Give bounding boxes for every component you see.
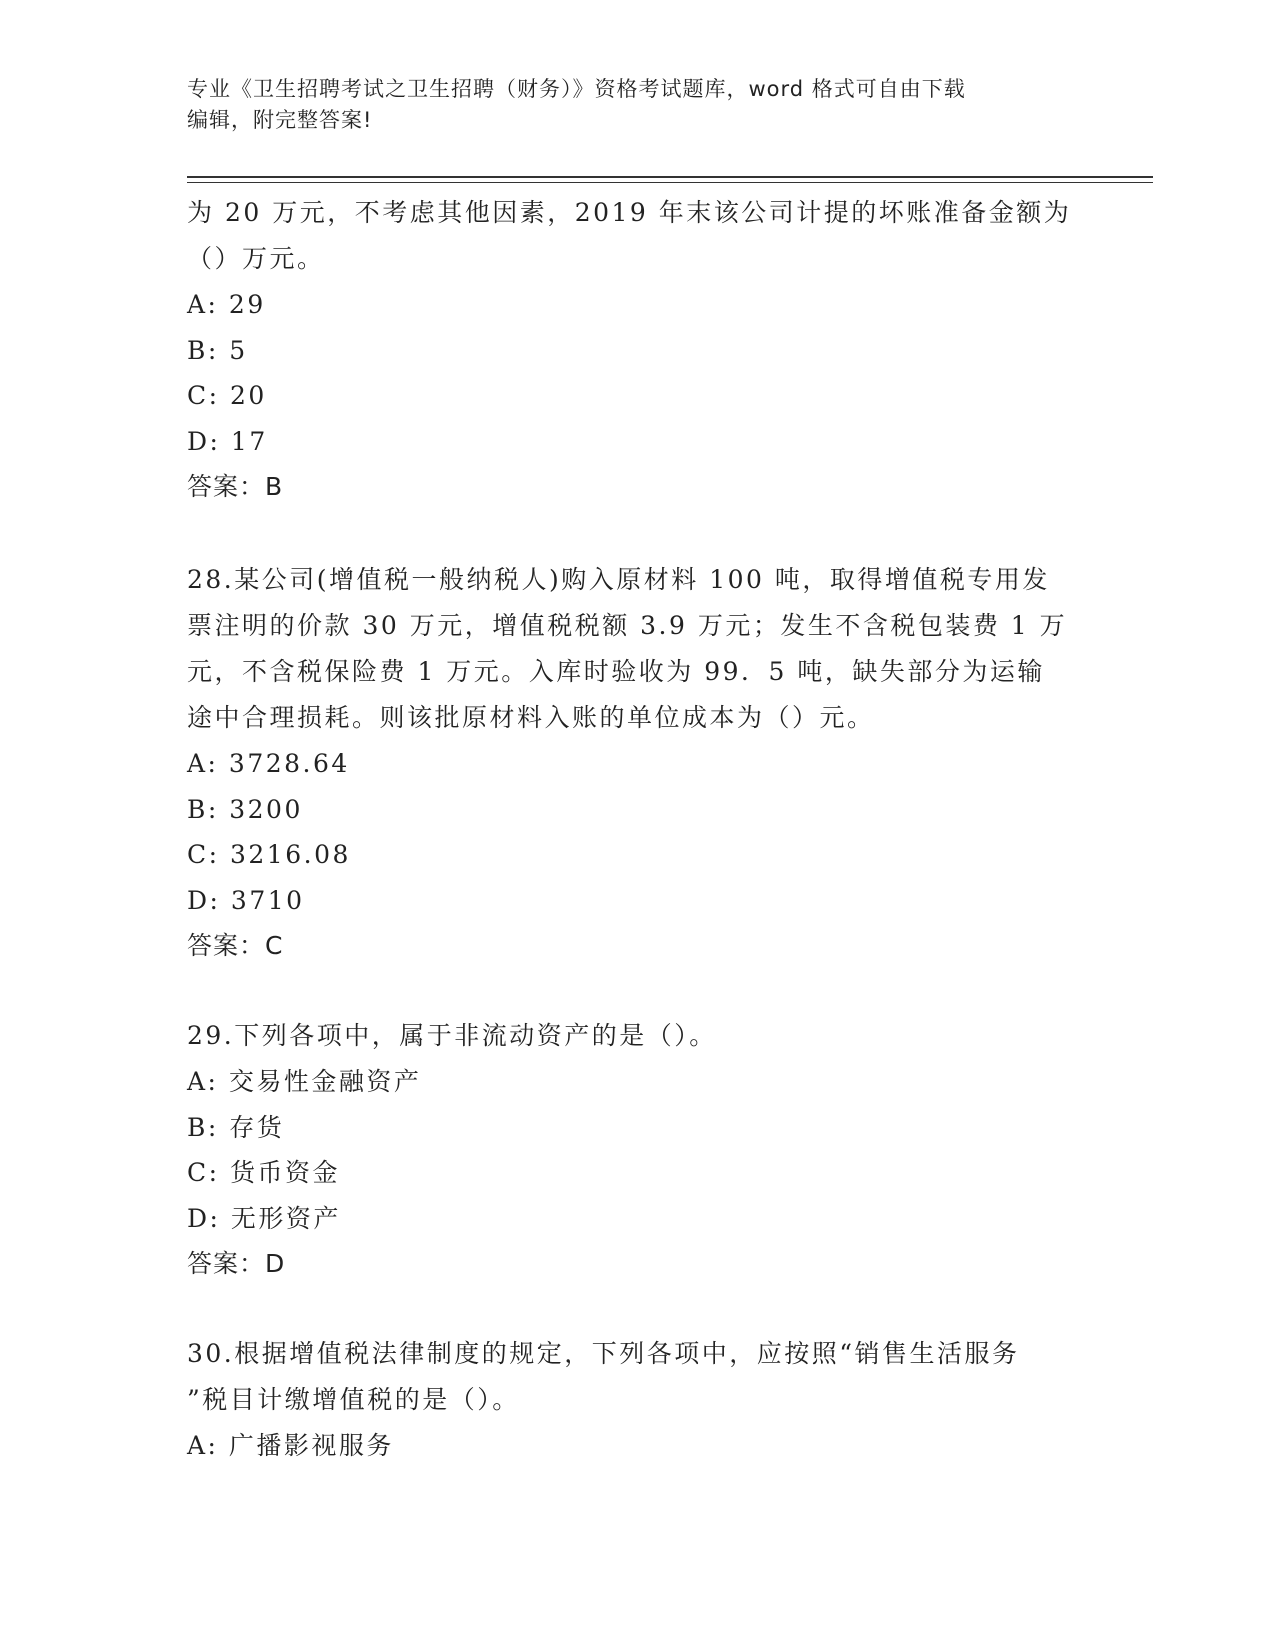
question-list — [187, 190, 1087, 1469]
question-28-option-a: A: 3728.64 — [187, 749, 350, 778]
question-29 — [187, 1013, 1087, 1287]
question-29-option-d: D: 无形资产 — [187, 1203, 341, 1233]
question-27-stem-line-1: 为 20 万元，不考虑其他因素，2019 年末该公司计提的坏账准备金额为 — [187, 198, 1072, 227]
question-28-option-b: B: 3200 — [187, 794, 303, 824]
document-header — [187, 74, 1067, 136]
question-28-stem-line-3: 元，不含税保险费 1 万元。入库时验收为 99．5 吨，缺失部分为运输 — [187, 657, 1045, 686]
question-30 — [187, 1331, 1087, 1469]
question-28-option-c: C: 3216.08 — [187, 840, 351, 869]
question-29-answer: 答案：D — [187, 1249, 286, 1278]
question-30-option-a: A: 广播影视服务 — [187, 1431, 394, 1460]
question-27-option-d: D: 17 — [187, 426, 268, 456]
header-line-1: 专业《卫生招聘考试之卫生招聘（财务）》资格考试题库，word 格式可自由下载 — [187, 77, 966, 101]
question-27-option-a: A: 29 — [187, 290, 266, 319]
question-27-answer: 答案：B — [187, 472, 284, 501]
question-28-stem-line-1: 28.某公司(增值税一般纳税人)购入原材料 100 吨，取得增值税专用发 — [187, 565, 1050, 594]
question-30-stem-line-2: ”税目计缴增值税的是（）。 — [187, 1385, 520, 1414]
header-divider-thick — [187, 176, 1153, 178]
question-27 — [187, 190, 1087, 510]
question-27-option-b: B: 5 — [187, 335, 248, 365]
question-28-option-d: D: 3710 — [187, 885, 305, 915]
question-29-stem: 29.下列各项中，属于非流动资产的是（）。 — [187, 1021, 717, 1050]
question-28-stem-line-4: 途中合理损耗。则该批原材料入账的单位成本为（）元。 — [187, 703, 875, 732]
question-27-option-c: C: 20 — [187, 381, 267, 410]
question-28 — [187, 557, 1087, 969]
question-29-option-c: C: 货币资金 — [187, 1158, 340, 1187]
spacer — [187, 510, 1087, 557]
header-line-2: 编辑，附完整答案! — [187, 108, 373, 132]
question-28-answer: 答案：C — [187, 931, 284, 960]
header-divider-thin — [187, 182, 1153, 183]
spacer — [187, 1287, 1087, 1331]
question-28-stem-line-2: 票注明的价款 30 万元，增值税税额 3.9 万元；发生不含税包装费 1 万 — [187, 611, 1068, 640]
question-27-stem-line-2: （）万元。 — [187, 244, 325, 273]
question-29-option-b: B: 存货 — [187, 1112, 285, 1142]
question-30-stem-line-1: 30.根据增值税法律制度的规定，下列各项中，应按照“销售生活服务 — [187, 1339, 1020, 1368]
spacer — [187, 969, 1087, 1013]
question-29-option-a: A: 交易性金融资产 — [187, 1067, 422, 1096]
